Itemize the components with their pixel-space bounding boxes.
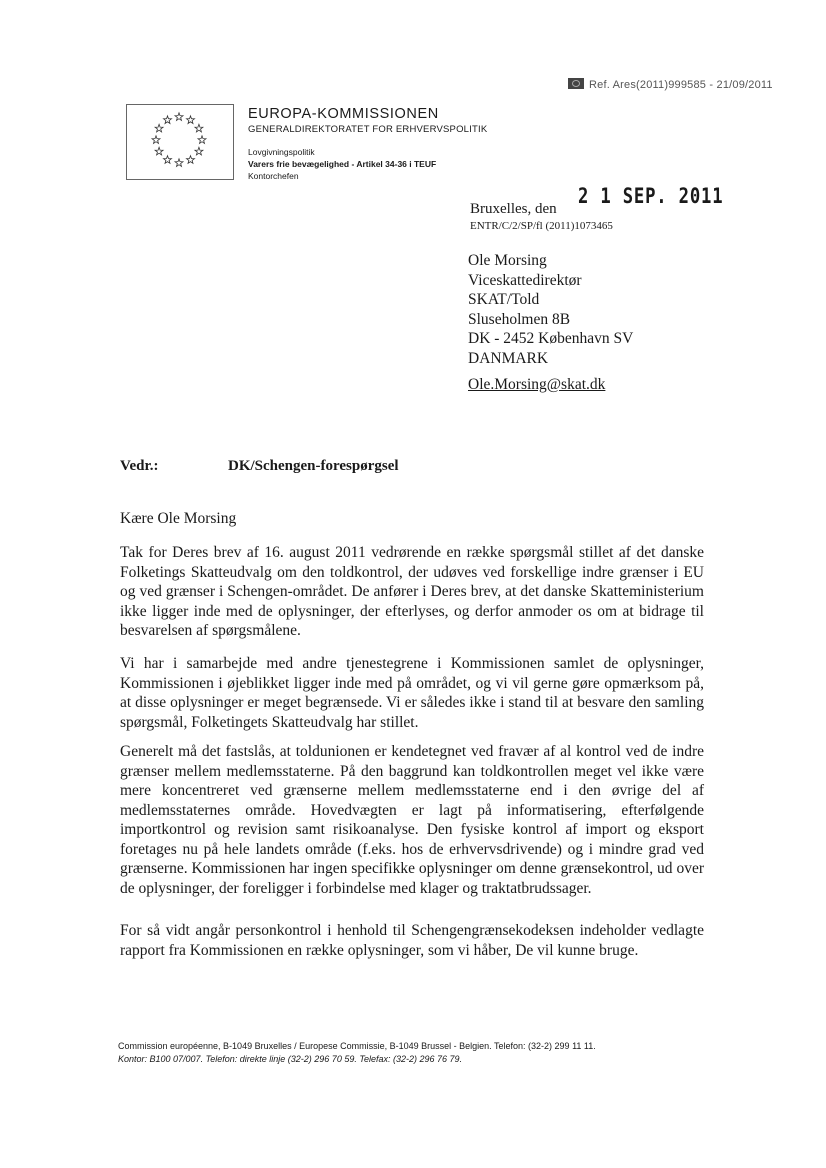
recipient-line: Ole Morsing bbox=[468, 252, 547, 269]
recipient-line: SKAT/Told bbox=[468, 291, 540, 308]
recipient-email-link[interactable]: Ole.Morsing@skat.dk bbox=[468, 376, 606, 393]
eu-star-icon bbox=[155, 124, 163, 132]
eu-flag-icon bbox=[127, 105, 233, 179]
eu-star-icon bbox=[175, 113, 183, 121]
eu-star-icon bbox=[187, 116, 195, 124]
eu-star-icon bbox=[164, 116, 172, 124]
subject-text: DK/Schengen-forespørgsel bbox=[228, 458, 399, 474]
recipient-line: Sluseholmen 8B bbox=[468, 310, 571, 328]
recipient-line: Viceskattedirektør bbox=[468, 271, 582, 289]
dateline-city: Bruxelles, den bbox=[470, 201, 557, 217]
date-stamp: 2 1 SEP. 2011 bbox=[578, 184, 724, 208]
unit-line-3: Kontorchefen bbox=[248, 171, 299, 181]
body-paragraph-3: Generelt må det fastslås, at toldunionen er kendetegnet ved fravær af al kontrol ved de indre grænser mellem medlemsstaterne. På den baggrund kan toldkontrollen meget vel ikke være mere koncentreret ved grænserne mellem medlemsstaterne end i den øvrige del af medlemsstaternes område. Hovedvægten er lagt på informatisering, efterfølgende importkontrol og revision samt risikoanalyse. Den fysiske kontrol af import og eksport foretages nu på hele landets område (f.eks. hos de erhvervsdrivende) og i mindre grad ved grænserne. Kommissionen har ingen specifikke oplysninger om denne grænsekontrol, ud over de oplysninger, der foreligger i forbindelse med klager og traktatbrudssager. bbox=[120, 743, 704, 897]
eu-star-icon bbox=[195, 124, 203, 132]
salutation: Kære Ole Morsing bbox=[120, 510, 237, 527]
recipient-line: DANMARK bbox=[468, 349, 549, 367]
body-paragraph-4: For så vidt angår personkontrol i henhold til Schengengrænsekodeksen indeholder vedlagte rapport fra Kommissionen en række oplysninger, som vi håber, De vil kunne bruge. bbox=[120, 922, 704, 959]
eu-star-icon bbox=[175, 159, 183, 167]
recipient-line: DK - 2452 København SV bbox=[468, 330, 634, 347]
eu-star-icon bbox=[152, 136, 160, 144]
eu-star-icon bbox=[164, 156, 172, 164]
reference-text: Ref. Ares(2011)999585 - 21/09/2011 bbox=[589, 79, 773, 91]
dept-name: EUROPA-KOMMISSIONEN bbox=[248, 106, 439, 122]
eu-star-icon bbox=[155, 147, 163, 155]
unit-line-1: Lovgivningspolitik bbox=[248, 147, 315, 157]
body-paragraph-1: Tak for Deres brev af 16. august 2011 vedrørende en række spørgsmål stillet af det danske Folketings Skatteudvalg om den toldkontrol, der udøves ved forskellige indre grænser i EU og ved grænser i Schengen-området. De anfører i Deres brev, at det danske Skatteministerium ikke ligger inde med de oplysninger, der efterlyses, og derfor anmoder os om at bidrage til besvarelsen af spørgsmålene. bbox=[120, 544, 704, 639]
ares-stamp-icon bbox=[568, 78, 584, 89]
subject-label: Vedr.: bbox=[120, 458, 159, 474]
footer-line-2: Kontor: B100 07/007. Telefon: direkte linje (32-2) 296 70 59. Telefax: (32-2) 296 76 79. bbox=[118, 1054, 463, 1064]
unit-line-2: Varers frie bevægelighed - Artikel 34-36 i TEUF bbox=[248, 159, 437, 169]
dept-subtitle: GENERALDIREKTORATET FOR ERHVERVSPOLITIK bbox=[248, 124, 488, 135]
dossier-number: ENTR/C/2/SP/fl (2011)1073465 bbox=[470, 220, 613, 232]
eu-star-icon bbox=[198, 136, 206, 144]
eu-star-icon bbox=[195, 147, 203, 155]
body-paragraph-2: Vi har i samarbejde med andre tjenestegrene i Kommissionen samlet de oplysninger, Kommissionen i øjeblikket ligger inde med på området, og vi vil gerne gøre opmærksom på, at disse oplysninger er meget begrænsede. Vi er således ikke i stand til at besvare den samling spørgsmål, Folketingets Skatteudvalg har stillet. bbox=[120, 655, 704, 731]
eu-star-icon bbox=[187, 156, 195, 164]
recipient-address bbox=[468, 251, 633, 368]
eu-logo bbox=[126, 104, 234, 180]
reference-line bbox=[568, 78, 773, 91]
footer-line-1: Commission européenne, B-1049 Bruxelles / Europese Commissie, B-1049 Brussel - Belgien. Telefon: (32-2) 299 11 11. bbox=[118, 1041, 596, 1051]
